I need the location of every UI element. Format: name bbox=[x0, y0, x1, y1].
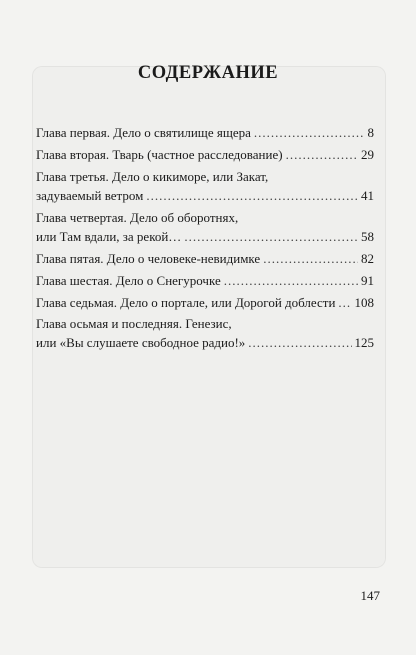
toc-entry-title: задуваемый ветром bbox=[36, 187, 144, 203]
toc-entry bbox=[36, 315, 374, 353]
toc-entry bbox=[36, 250, 374, 269]
toc-entry bbox=[36, 209, 374, 247]
toc-entry-page: 58 bbox=[361, 228, 374, 244]
dot-leader bbox=[146, 187, 358, 206]
toc-entry-title: Глава шестая. Дело о Снегурочке bbox=[36, 272, 221, 288]
toc-entry-line bbox=[36, 250, 374, 269]
toc-entry bbox=[36, 146, 374, 165]
toc-entry bbox=[36, 294, 374, 313]
toc-entry-page: 108 bbox=[354, 294, 374, 310]
toc-entry-page: 91 bbox=[361, 272, 374, 288]
toc-entry-title: или Там вдали, за рекой… bbox=[36, 228, 182, 244]
dot-leader bbox=[224, 272, 358, 291]
table-of-contents bbox=[36, 124, 374, 356]
toc-entry-line bbox=[36, 124, 374, 143]
dot-leader bbox=[184, 228, 358, 247]
toc-entry-line bbox=[36, 272, 374, 291]
toc-entry-title: Глава седьмая. Дело о портале, или Дорогой доблести bbox=[36, 294, 336, 310]
dot-leader bbox=[248, 334, 351, 353]
toc-entry-title-first-line: Глава четвертая. Дело об оборотнях, bbox=[36, 209, 239, 225]
page-number: 147 bbox=[360, 588, 380, 603]
toc-entry-page: 29 bbox=[361, 146, 374, 162]
toc-entry-title: Глава первая. Дело о святилище ящера bbox=[36, 125, 251, 140]
toc-entry-title: Глава вторая. Тварь (частное расследование) bbox=[36, 146, 283, 162]
toc-entry bbox=[36, 272, 374, 291]
toc-entry-line bbox=[36, 334, 374, 353]
toc-entry-line bbox=[36, 187, 374, 206]
toc-entry-page: 41 bbox=[361, 187, 374, 203]
toc-entry-page: 82 bbox=[361, 250, 374, 266]
toc-entry bbox=[36, 168, 374, 206]
dot-leader bbox=[254, 124, 365, 143]
toc-entry-line bbox=[36, 228, 374, 247]
toc-entry-title: Глава пятая. Дело о человеке-невидимке bbox=[36, 250, 261, 266]
toc-entry bbox=[36, 124, 374, 143]
dot-leader bbox=[286, 146, 358, 165]
toc-entry-page: 8 bbox=[367, 125, 374, 140]
toc-entry-title: или «Вы слушаете свободное радио!» bbox=[36, 335, 246, 351]
toc-entry-page: 125 bbox=[354, 335, 374, 351]
toc-entry-title-first-line: Глава третья. Дело о кикиморе, или Закат, bbox=[36, 168, 269, 184]
dot-leader bbox=[263, 250, 358, 269]
toc-entry-line bbox=[36, 294, 374, 313]
page-title: СОДЕРЖАНИЕ bbox=[137, 63, 279, 83]
toc-entry-title-first-line: Глава осьмая и последняя. Генезис, bbox=[36, 316, 232, 332]
dot-leader bbox=[338, 294, 351, 313]
toc-entry-line bbox=[36, 146, 374, 165]
